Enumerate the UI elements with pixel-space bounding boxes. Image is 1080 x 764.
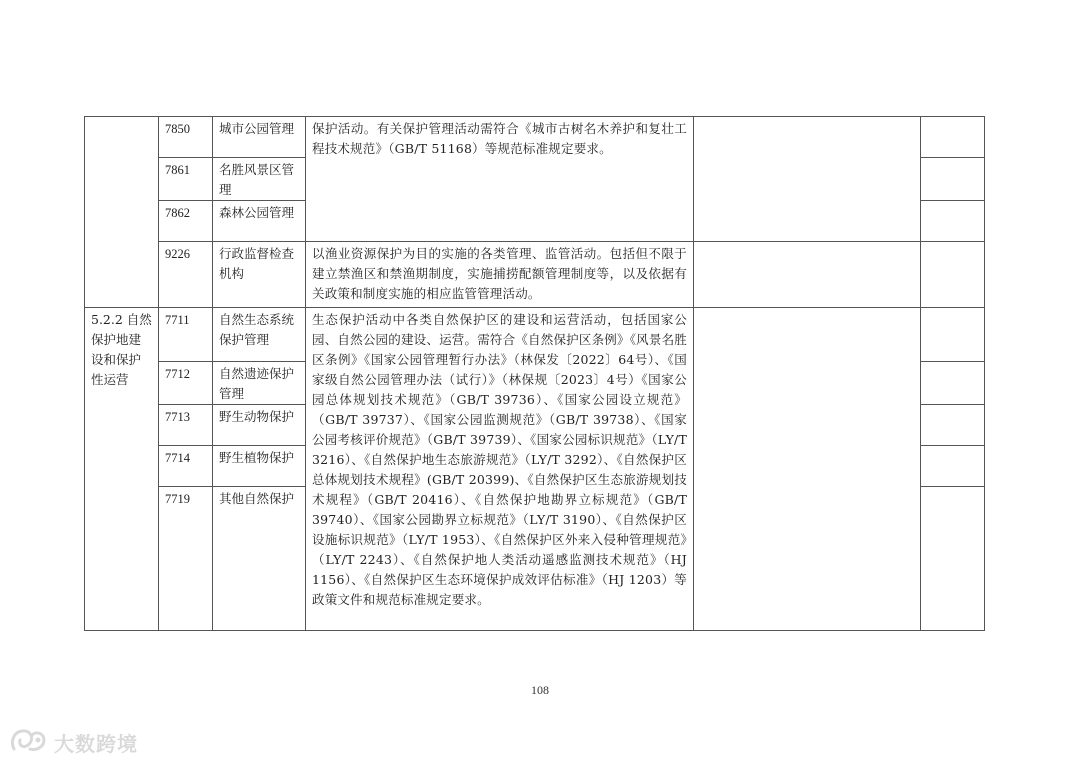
empty-cell xyxy=(921,242,985,308)
empty-cell xyxy=(694,308,921,631)
empty-cell xyxy=(921,158,985,201)
industry-code: 7861 xyxy=(159,158,213,201)
empty-cell xyxy=(921,405,985,446)
section-label: 5.2.2 自然保护地建设和保护性运营 xyxy=(85,308,159,631)
empty-cell xyxy=(921,201,985,242)
industry-code: 7850 xyxy=(159,117,213,158)
empty-cell xyxy=(921,362,985,405)
description-cell: 保护活动。有关保护管理活动需符合《城市古树名木养护和复壮工程技术规范》（GB/T 51168）等规范标准规定要求。 xyxy=(306,117,694,242)
watermark-text: 大数跨境 xyxy=(54,731,138,756)
table-row xyxy=(85,117,985,158)
industry-code: 7862 xyxy=(159,201,213,242)
table-row xyxy=(85,242,985,308)
empty-cell xyxy=(921,446,985,487)
industry-code: 7714 xyxy=(159,446,213,487)
industry-name: 野生植物保护 xyxy=(213,446,306,487)
table-row xyxy=(85,308,985,362)
industry-name: 城市公园管理 xyxy=(213,117,306,158)
industry-name: 其他自然保护 xyxy=(213,487,306,631)
standards-table xyxy=(84,116,985,631)
industry-code: 7713 xyxy=(159,405,213,446)
description-cell: 生态保护活动中各类自然保护区的建设和运营活动，包括国家公园、自然公园的建设、运营。需符合《自然保护区条例》《风景名胜区条例》《国家公园管理暂行办法》（林保发〔2022〕64号）、《国家级自然公园管理办法（试行）》（林保规〔2023〕4号）《国家公园总体规划技术规范》（GB/T 39736）、《国家公园设立规范》（GB/T 39737）、《国家公园监测规范》（GB/T 39738）、《国家公园考核评价规范》（GB/T 39739）、《国家公园标识规范》（LY/T 3216）、《自然保护地生态旅游规范》（LY/T 3292）、《自然保护区总体规划技术规程》(GB/T 20399)、《自然保护区生态旅游规划技术规程》（GB/T 20416）、《自然保护地勘界立标规范》（GB/T 39740）、《国家公园勘界立标规范》（LY/T 3190）、《自然保护区设施标识规范》（LY/T 1953）、《自然保护区外来入侵种管理规范》（LY/T 2243）、《自然保护地人类活动遥感监测技术规范》（HJ 1156）、《自然保护区生态环境保护成效评估标准》（HJ 1203）等政策文件和规范标准规定要求。 xyxy=(306,308,694,631)
industry-code: 9226 xyxy=(159,242,213,308)
description-cell: 以渔业资源保护为目的实施的各类管理、监管活动。包括但不限于建立禁渔区和禁渔期制度，实施捕捞配额管理制度等，以及依据有关政策和制度实施的相应监管管理活动。 xyxy=(306,242,694,308)
industry-name: 森林公园管理 xyxy=(213,201,306,242)
empty-cell xyxy=(921,117,985,158)
empty-cell xyxy=(694,117,921,242)
page-number: 108 xyxy=(531,683,549,697)
empty-cell xyxy=(694,242,921,308)
industry-code: 7719 xyxy=(159,487,213,631)
watermark xyxy=(8,727,138,757)
industry-name: 自然生态系统保护管理 xyxy=(213,308,306,362)
empty-cell xyxy=(921,487,985,631)
industry-name: 行政监督检查机构 xyxy=(213,242,306,308)
industry-code: 7712 xyxy=(159,362,213,405)
industry-name: 名胜风景区管理 xyxy=(213,158,306,201)
industry-code: 7711 xyxy=(159,308,213,362)
brand-logo-icon xyxy=(8,727,48,757)
industry-name: 野生动物保护 xyxy=(213,405,306,446)
section-cell-empty xyxy=(85,117,159,308)
industry-name: 自然遗迹保护管理 xyxy=(213,362,306,405)
empty-cell xyxy=(921,308,985,362)
